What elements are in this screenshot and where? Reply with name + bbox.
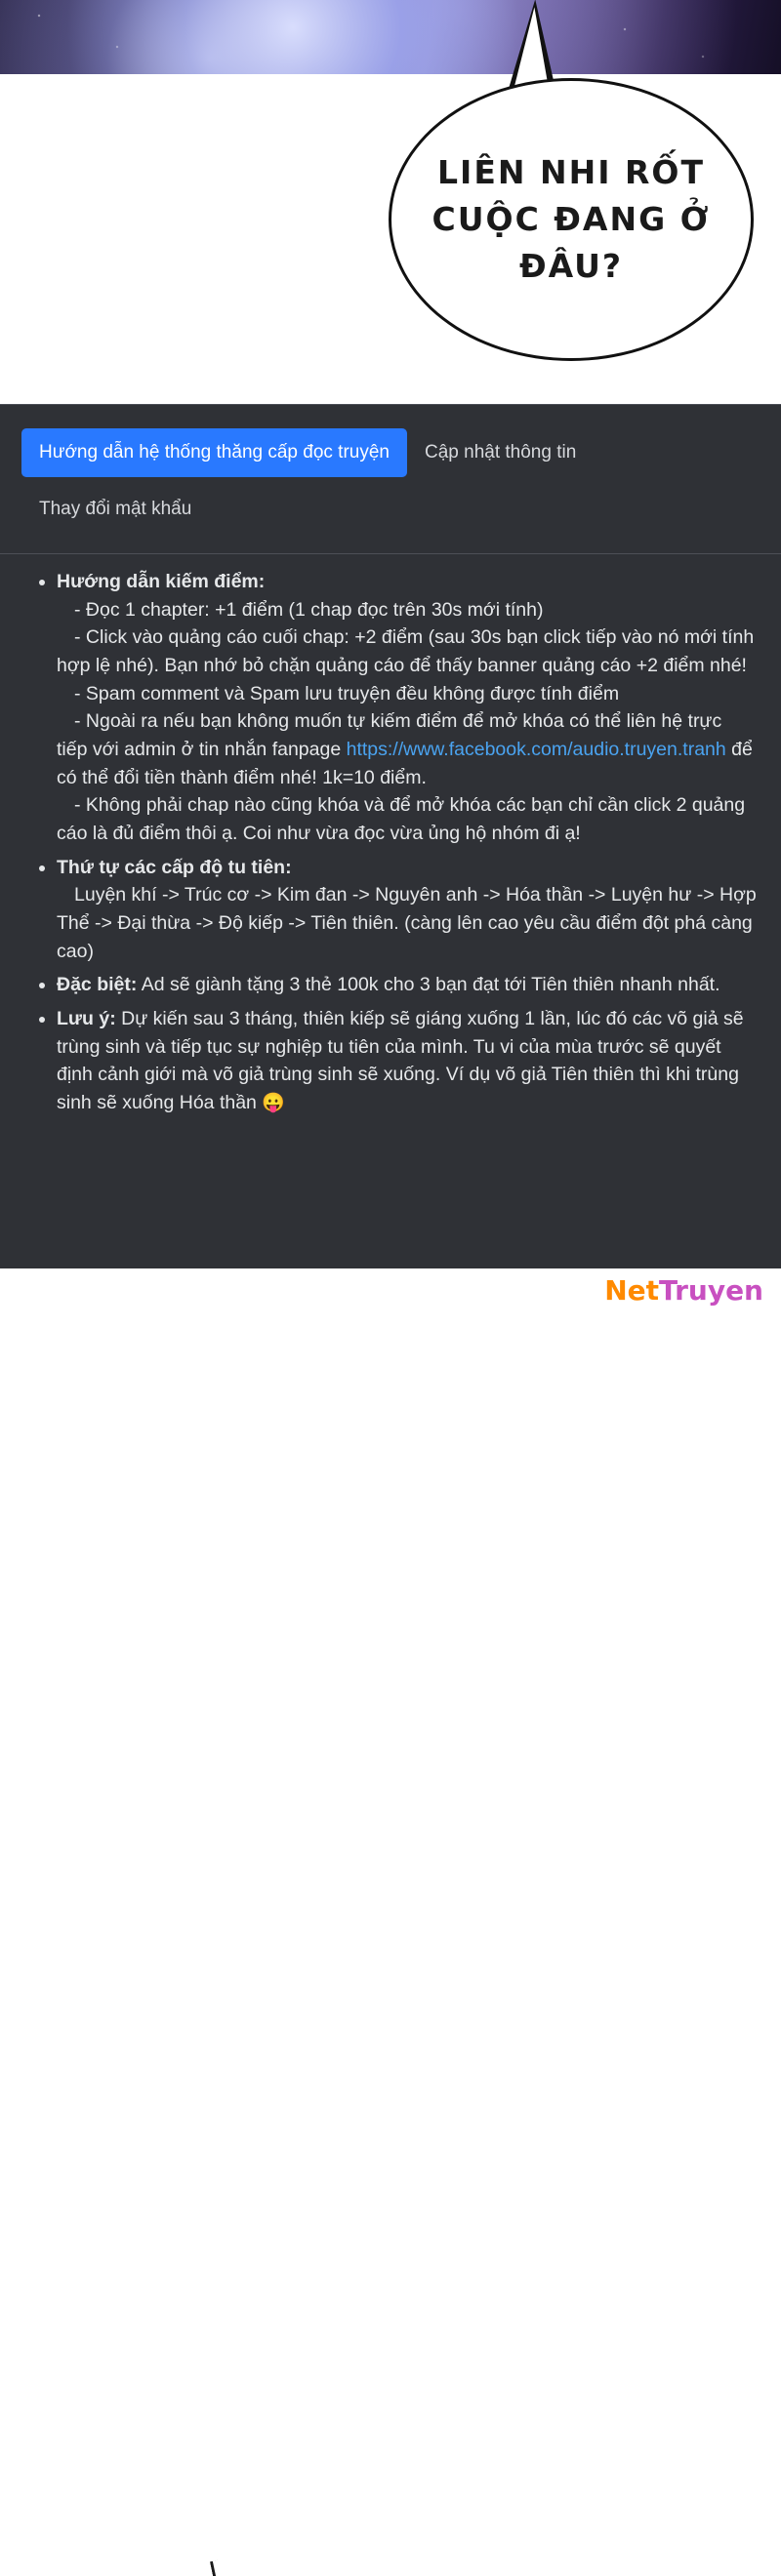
footer [0,1268,781,1308]
info-panel [0,404,781,1269]
comic-sky-artwork [0,0,781,74]
comic-footer-artwork [205,2558,264,2576]
speech-line-1: LIÊN NHI RỐT [437,153,705,192]
tab-huong-dan-he-thong[interactable]: Hướng dẫn hệ thống thăng cấp đọc truyện [21,428,407,477]
guide-line-lien-he-suffix: để có thể đổi tiền thành điểm nhé! 1k=10 điểm. [57,738,753,788]
list-item-luu-y [57,1005,758,1117]
guide-body-luu-y: Dự kiến sau 3 tháng, thiên kiếp sẽ giáng xuống 1 lần, lúc đó các võ giả sẽ trùng sinh và tiếp tục sự nghiệp tu tiên của mình. Tu vi của mùa trước sẽ quyết định cảnh giới mà võ giả trùng sinh sẽ xuống. Ví dụ võ giả Tiên thiên thì khi trùng sinh sẽ xuống Hóa thần [57,1007,744,1113]
tab-bar [0,405,781,483]
logo-truyen: Truyen [659,1274,763,1307]
logo-net: Net [604,1274,660,1307]
guide-title-cap-do: Thứ tự các cấp độ tu tiên: [57,856,292,878]
guide-line-lien-he-prefix: - Ngoài ra nếu bạn không muốn tự kiếm điểm để mở khóa có thể liên hệ trực tiếp với admin ở tin nhắn fanpage [57,710,722,760]
guide-line-doc-chapter: - Đọc 1 chapter: +1 điểm (1 chap đọc trên 30s mới tính) [74,598,544,621]
tab-thay-doi-mat-khau[interactable]: Thay đổi mật khẩu [39,499,192,519]
guide-content [0,554,781,1117]
tab-bar-row-2 [0,483,781,534]
nettruyen-logo[interactable] [604,1274,763,1307]
speech-line-3: ĐÂU? [518,246,624,285]
guide-list [23,568,758,1117]
list-item-cap-do-tu-tien [57,854,758,966]
list-item-dac-biet [57,971,758,999]
guide-line-click-quang-cao: - Click vào quảng cáo cuối chap: +2 điểm (sau 30s bạn click tiếp vào nó mới tính hợp lệ nhé). Bạn nhớ bỏ chặn quảng cáo để thấy banner quảng cáo +2 điểm nhé! [57,626,755,676]
tongue-emoji: 😛 [262,1092,285,1113]
guide-line-mo-khoa: - Không phải chap nào cũng khóa và để mở khóa các bạn chỉ cần click 2 quảng cáo là đủ điểm thôi ạ. Coi như vừa đọc vừa ủng hộ nhóm đi ạ! [57,794,746,844]
fanpage-link[interactable]: https://www.facebook.com/audio.truyen.tranh [346,738,726,760]
speech-bubble [389,78,754,361]
guide-title-dac-biet: Đặc biệt: [57,974,138,996]
guide-line-spam: - Spam comment và Spam lưu truyện đều không được tính điểm [74,682,620,704]
guide-title-kiem-diem: Hướng dẫn kiếm điểm: [57,571,266,592]
comic-panel [0,0,781,404]
guide-line-lien-he-admin [57,707,758,791]
speech-line-2: CUỘC ĐANG Ở [432,200,711,239]
guide-body-dac-biet: Ad sẽ giành tặng 3 thẻ 100k cho 3 bạn đạt tới Tiên thiên nhanh nhất. [137,974,720,996]
guide-body-cap-do: Luyện khí -> Trúc cơ -> Kim đan -> Nguyên anh -> Hóa thần -> Luyện hư -> Hợp Thể -> Đại thừa -> Độ kiếp -> Tiên thiên. (càng lên cao yêu cầu điểm đột phá càng cao) [57,884,757,962]
list-item-kiem-diem [57,568,758,848]
guide-title-luu-y: Lưu ý: [57,1007,116,1029]
tab-cap-nhat-thong-tin[interactable]: Cập nhật thông tin [425,442,577,463]
